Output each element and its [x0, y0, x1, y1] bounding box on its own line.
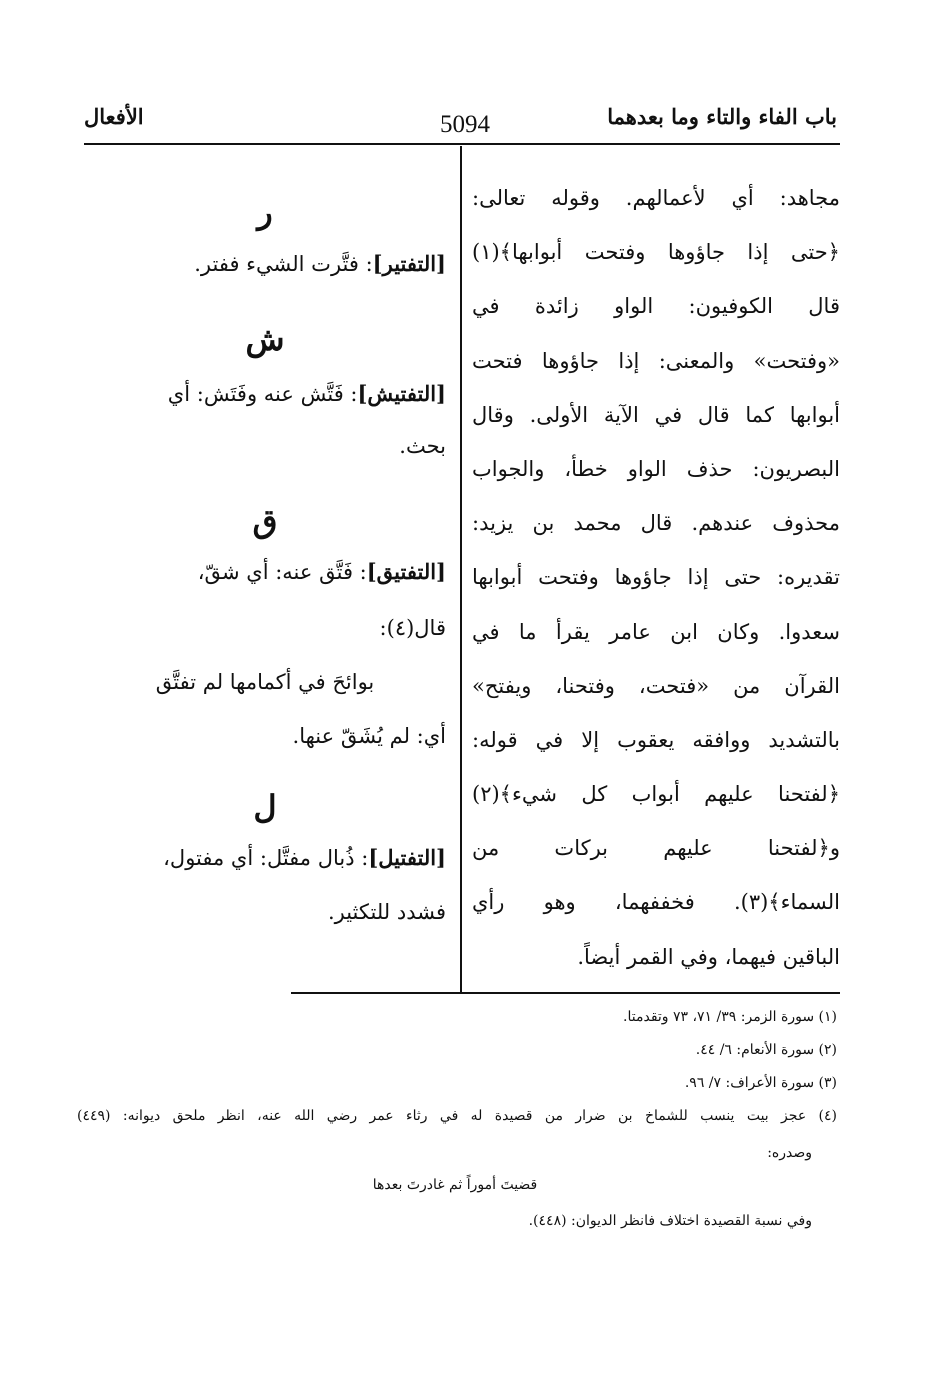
text-line: مجاهد: أي لأعمالهم. وقوله تعالى: — [472, 186, 840, 210]
header-rule — [84, 143, 840, 145]
entry-taftiq — [84, 552, 446, 608]
text-line: و﴿لفتحنا عليهم بركات من — [472, 836, 840, 861]
text-line: محذوف عندهم. قال محمد بن يزيد: — [472, 511, 840, 536]
entry-taftil — [84, 838, 446, 892]
entry-term: [التفتيل] — [368, 845, 446, 870]
entry-definition: : فَتَّش عنه وفَتَش: أي — [167, 382, 358, 406]
entry-definition: : ذُبال مفتَّل: أي مفتول، — [163, 846, 369, 870]
left-column — [84, 178, 446, 932]
letter-heading-shin: ش — [245, 320, 285, 358]
footnote-4-verse: قضيتَ أموراً ثم غادرتَ بعدها — [372, 1177, 538, 1193]
entry-definition: : فتَّرت الشيء ففتر. — [194, 252, 373, 276]
entry-continuation: فشدد للتكثير. — [327, 900, 446, 924]
entry-term: [التفتيش] — [357, 381, 446, 406]
footnote-4: (٤) عجز بيت ينسب للشماخ بن ضرار من قصيدة له في رثاء عمر رضي الله عنه، انظر ملحق ديوانه: (٤٤٩) — [77, 1108, 837, 1124]
text-line: السماء﴾(٣). فخففهما، وهو رأي — [472, 890, 840, 915]
text-line: سعدوا. وكان ابن عامر يقرأ ما في — [472, 619, 840, 644]
letter-heading-qaf: ق — [252, 502, 278, 540]
text-line: البصريون: حذف الواو خطأ، والجواب — [472, 456, 840, 481]
text-line: أبوابها كما قال في الآية الأولى. وقال — [472, 402, 840, 427]
text-line: بالتشديد ووافقه يعقوب إلا في قوله: — [472, 727, 840, 752]
footnote-2: (٢) سورة الأنعام: ٦/ ٤٤. — [695, 1042, 837, 1058]
entry-taftish — [84, 374, 446, 426]
footnote-4-last: وفي نسبة القصيدة اختلاف فانظر الديوان: (٤٤٨). — [528, 1213, 812, 1229]
header-section-title: الأفعال — [84, 104, 144, 129]
text-line: الباقين فيهما، وفي القمر أيضاً. — [577, 944, 840, 969]
text-line: ﴿لفتحنا عليهم أبواب كل شيء﴾(٢) — [472, 782, 840, 807]
footnote-1: (١) سورة الزمر: ٣٩/ ٧١، ٧٣ وتقدمتا. — [623, 1009, 837, 1025]
text-line: «وفتحت» والمعنى: إذا جاؤوها فتحت — [472, 348, 840, 373]
right-column — [472, 178, 840, 991]
entry-tafteer — [84, 244, 446, 304]
letter-heading-ra: ر — [257, 193, 273, 231]
entry-term: [التفتيق] — [366, 559, 446, 584]
header-chapter-title: باب الفاء والتاء وما بعدهما — [607, 104, 837, 129]
verse-gloss: أي: لم يُشَقّ عنها. — [292, 724, 446, 748]
column-divider — [460, 146, 462, 992]
text-line: قال الكوفيون: الواو زائدة في — [472, 294, 840, 319]
entry-continuation: بحث. — [399, 434, 446, 458]
footnote-3: (٣) سورة الأعراف: ٧/ ٩٦. — [684, 1075, 837, 1091]
entry-term: [التفتير] — [372, 251, 446, 276]
letter-heading-lam: ل — [253, 788, 277, 826]
footnote-rule — [291, 992, 840, 994]
text-line: تقديره: حتى إذا جاؤوها وفتحت أبوابها — [472, 565, 840, 590]
quote-intro: قال(٤): — [379, 616, 446, 640]
poetry-verse: بوائحَ في أكمامها لم تفتَّق — [155, 670, 375, 694]
footnote-4-continuation: وصدره: — [767, 1145, 812, 1161]
entry-definition: : فَتَّق عنه: أي شقّ، — [197, 560, 367, 584]
text-line: ﴿حتى إذا جاؤوها وفتحت أبوابها﴾(١) — [472, 240, 840, 265]
page-number: 5094 — [440, 111, 490, 138]
text-line: القرآن من «فتحت، وفتحنا، ويفتح» — [472, 673, 840, 698]
